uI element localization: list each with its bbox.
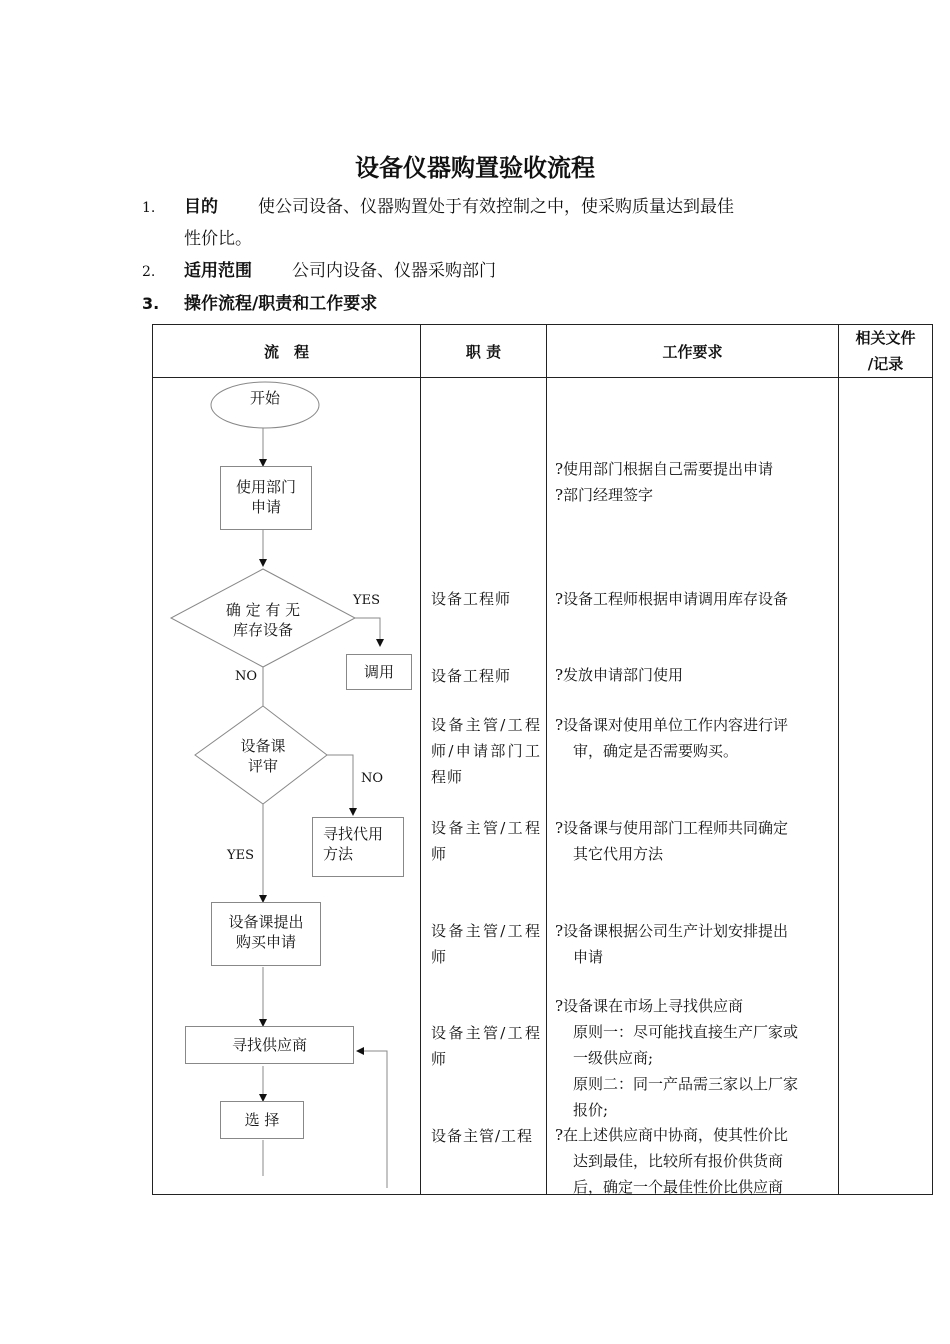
find-supplier-box: 寻找供应商 — [185, 1026, 354, 1064]
decision-inventory-label — [193, 600, 333, 640]
decision-review-label — [213, 736, 313, 776]
responsibility-7: 设备主管/工程 — [431, 1127, 534, 1145]
section-number: 2. — [142, 264, 156, 280]
table-header-row — [153, 325, 933, 378]
requirement-line: 达到最佳，比较所有报价供货商 — [573, 1152, 784, 1170]
requirement-line: ?设备课对使用单位工作内容进行评 — [555, 716, 789, 734]
section-number: 3. — [142, 294, 160, 313]
requirements-cell — [547, 378, 839, 1195]
loop-back-line — [357, 1051, 387, 1188]
requirement-line: ?设备工程师根据申请调用库存设备 — [555, 590, 789, 608]
requirement-alternative — [555, 815, 833, 867]
apply-line2: 申请 — [250, 498, 281, 516]
header-flow: 流 程 — [153, 325, 421, 378]
decision-review-line1: 设备课 — [240, 737, 286, 755]
requirement-line: 申请 — [573, 948, 604, 966]
requirement-line: 原则一：尽可能找直接生产厂家或 — [573, 1023, 799, 1041]
section-label: 目的 — [184, 197, 218, 217]
select-box: 选 择 — [220, 1101, 304, 1139]
yes-label-2: YES — [227, 848, 254, 863]
requirement-line: 后，确定一个最佳性价比供应商 — [573, 1178, 784, 1196]
requirement-line: ?设备课在市场上寻找供应商 — [555, 997, 744, 1015]
procedure-table — [152, 324, 933, 1195]
requirement-select — [555, 1122, 833, 1200]
requirement-line: 报价; — [573, 1101, 609, 1119]
section-label: 适用范围 — [184, 261, 252, 281]
page-title: 设备仪器购置验收流程 — [355, 154, 595, 182]
responsibility-3: 设备主管/工程师/申请部门工程师 — [431, 716, 541, 786]
alt-line1: 寻找代用 — [323, 825, 384, 843]
arrow-yes-to-transfer — [355, 618, 380, 646]
section-purpose-continued: 性价比。 — [184, 229, 252, 249]
alt-line2: 方法 — [323, 845, 354, 863]
requirement-inventory — [555, 586, 833, 612]
requirement-line: ?部门经理签字 — [555, 486, 654, 504]
transfer-box: 调用 — [346, 654, 412, 690]
requirement-line: ?设备课与使用部门工程师共同确定 — [555, 819, 789, 837]
responsibility-cell — [421, 378, 547, 1195]
section-label: 操作流程/职责和工作要求 — [184, 294, 378, 314]
responsibility-5: 设备主管/工程师 — [431, 922, 541, 966]
requirement-line: ?使用部门根据自己需要提出申请 — [555, 460, 774, 478]
purchase-line1: 设备课提出 — [228, 913, 304, 931]
requirement-line: 其它代用方法 — [573, 845, 664, 863]
purchase-request-box — [211, 902, 321, 966]
purchase-line2: 购买申请 — [235, 933, 296, 951]
arrow-no-to-alt — [327, 755, 353, 815]
section-number: 1. — [142, 200, 156, 216]
responsibility-2: 设备工程师 — [431, 667, 512, 685]
requirement-line: ?发放申请部门使用 — [555, 666, 684, 684]
apply-line1: 使用部门 — [235, 478, 296, 496]
no-label-2: NO — [361, 771, 384, 786]
flowchart — [153, 378, 421, 1194]
section-procedure — [142, 289, 377, 319]
section-scope — [142, 256, 496, 287]
yes-label-1: YES — [353, 593, 380, 608]
requirement-issue — [555, 662, 833, 688]
section-text: 公司内设备、仪器采购部门 — [292, 261, 496, 281]
requirement-review — [555, 712, 833, 764]
header-related-docs — [839, 325, 933, 378]
flow-cell — [153, 378, 421, 1195]
header-related-docs-line2: /记录 — [867, 355, 904, 373]
requirement-line: 一级供应商; — [573, 1049, 654, 1067]
header-related-docs-line1: 相关文件 — [855, 329, 916, 347]
requirement-line: 原则二：同一产品需三家以上厂家 — [573, 1075, 799, 1093]
alternative-method-box — [312, 817, 404, 877]
requirement-apply — [555, 456, 833, 508]
header-requirements: 工作要求 — [547, 325, 839, 378]
requirement-line: 审，确定是否需要购买。 — [573, 742, 739, 760]
responsibility-4: 设备主管/工程师 — [431, 819, 541, 863]
section-purpose — [142, 192, 734, 223]
decision-inventory-line2: 库存设备 — [232, 621, 293, 639]
related-docs-cell — [839, 378, 933, 1195]
apply-box — [220, 466, 312, 530]
requirement-purchase — [555, 918, 833, 970]
decision-review-line2: 评审 — [247, 757, 278, 775]
section-text: 使公司设备、仪器购置处于有效控制之中，使采购质量达到最佳 — [258, 197, 734, 217]
header-responsibility: 职 责 — [421, 325, 547, 378]
decision-inventory-line1: 确 定 有 无 — [225, 601, 301, 619]
requirement-line: ?设备课根据公司生产计划安排提出 — [555, 922, 789, 940]
responsibility-1: 设备工程师 — [431, 590, 512, 608]
table-body-row — [153, 378, 933, 1195]
start-label: 开始 — [249, 389, 280, 407]
responsibility-6: 设备主管/工程师 — [431, 1024, 541, 1068]
no-label-1: NO — [235, 669, 258, 684]
requirement-supplier — [555, 993, 833, 1123]
requirement-line: ?在上述供应商中协商，使其性价比 — [555, 1126, 789, 1144]
